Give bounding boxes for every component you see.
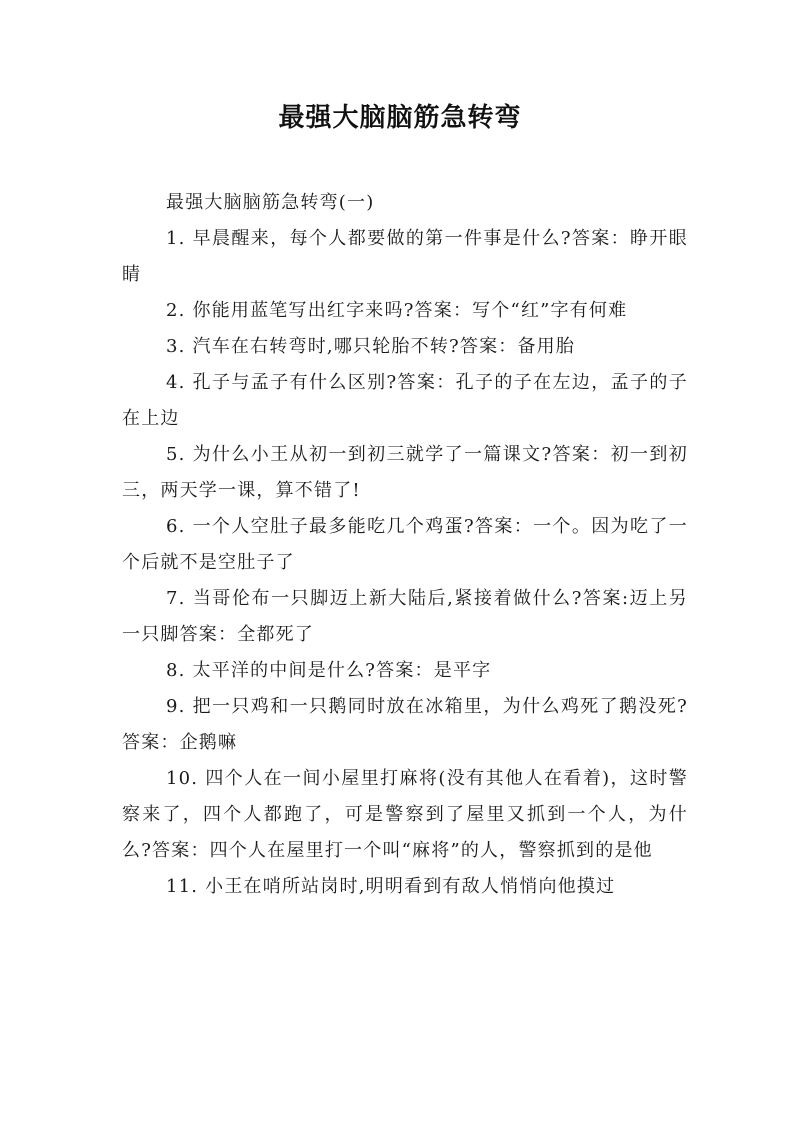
- riddle-paragraph: 5. 为什么小王从初一到初三就学了一篇课文?答案：初一到初三，两天学一课，算不错了!: [122, 444, 688, 501]
- riddle-paragraph: 10. 四个人在一间小屋里打麻将(没有其他人在看着)，这时警察来了，四个人都跑了，可是警察到了屋里又抓到一个人，为什么?答案：四个人在屋里打一个叫“麻将”的人，警察抓到的是他: [122, 768, 688, 861]
- riddle-paragraph: 2. 你能用蓝笔写出红字来吗?答案：写个“红”字有何难: [166, 300, 628, 321]
- riddle-paragraph: 3. 汽车在右转弯时,哪只轮胎不转?答案：备用胎: [166, 336, 576, 357]
- riddle-paragraph: 9. 把一只鸡和一只鹅同时放在冰箱里，为什么鸡死了鹅没死?答案：企鹅嘛: [122, 696, 688, 753]
- riddle-paragraph: 6. 一个人空肚子最多能吃几个鸡蛋?答案：一个。因为吃了一个后就不是空肚子了: [122, 516, 688, 573]
- riddle-paragraph: 4. 孔子与孟子有什么区别?答案：孔子的子在左边，孟子的子在上边: [122, 372, 688, 429]
- riddle-paragraph: 8. 太平洋的中间是什么?答案：是平字: [166, 660, 492, 681]
- riddle-paragraph: 11. 小王在哨所站岗时,明明看到有敌人悄悄向他摸过: [166, 876, 616, 897]
- intro-paragraph: 最强大脑脑筋急转弯(一): [166, 192, 375, 213]
- document-title: 最强大脑脑筋急转弯: [278, 103, 522, 133]
- riddle-paragraph: 1. 早晨醒来，每个人都要做的第一件事是什么?答案：睁开眼睛: [122, 228, 688, 285]
- riddle-paragraph: 7. 当哥伦布一只脚迈上新大陆后,紧接着做什么?答案:迈上另一只脚答案：全都死了: [122, 588, 688, 645]
- document-body: [122, 185, 688, 905]
